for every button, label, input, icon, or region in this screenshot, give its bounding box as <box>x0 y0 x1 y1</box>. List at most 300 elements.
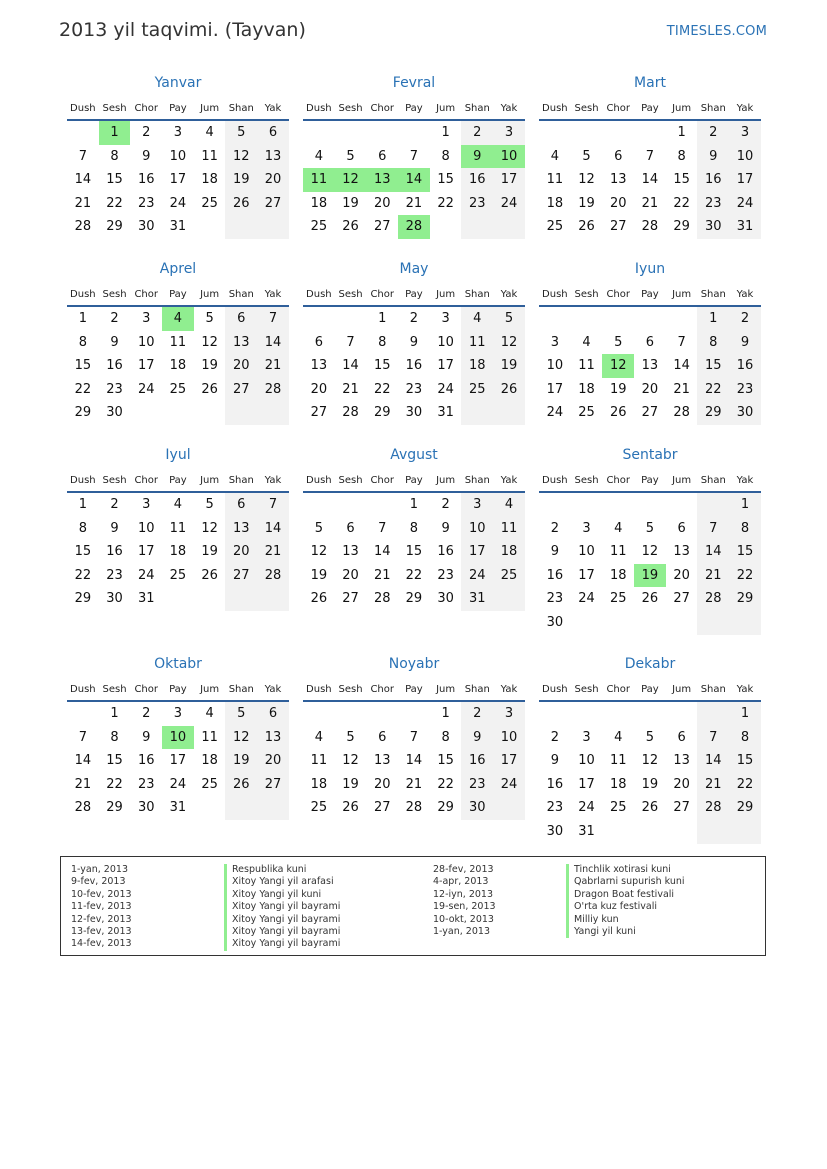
weekend-day: 30 <box>461 796 493 820</box>
weekend-day: 20 <box>225 354 257 378</box>
weekday-label: Yak <box>500 288 518 300</box>
empty-day <box>729 820 761 844</box>
day: 6 <box>378 148 387 164</box>
weekday-label: Pay <box>405 288 423 300</box>
day: 18 <box>169 358 187 374</box>
week-row <box>303 796 525 820</box>
weekend-day: 2 <box>697 121 729 145</box>
holiday-day: 10 <box>162 726 194 750</box>
empty-day <box>571 702 603 726</box>
empty-day <box>194 587 226 611</box>
weekday-label: Sesh <box>338 474 363 486</box>
day: 22 <box>673 195 690 211</box>
empty-day <box>602 121 634 145</box>
weekend-day: 14 <box>257 517 289 541</box>
week-row <box>67 354 289 378</box>
weekend-day: 9 <box>461 726 493 750</box>
day: 15 <box>106 172 123 188</box>
legend-entry: Xitoy Yangi yil bayrami <box>224 901 340 913</box>
day: 27 <box>373 800 391 816</box>
day: 19 <box>641 776 659 792</box>
empty-day <box>729 611 761 635</box>
weekend-day: 13 <box>257 726 289 750</box>
day: 26 <box>342 800 359 816</box>
empty-day <box>225 215 257 239</box>
weekend-day: 9 <box>697 145 729 169</box>
weekday-label: Yak <box>736 288 754 300</box>
day: 13 <box>310 358 328 374</box>
weekday-label: Pay <box>641 683 659 695</box>
day: 7 <box>409 148 419 164</box>
day: 30 <box>405 405 423 421</box>
day: 4 <box>314 148 323 164</box>
day: 26 <box>310 591 328 607</box>
day: 15 <box>74 544 92 560</box>
day: 17 <box>546 381 564 397</box>
day: 16 <box>106 358 123 374</box>
week-row <box>67 378 289 402</box>
weekend-day: 14 <box>697 540 729 564</box>
weekday-label: Shan <box>464 683 490 695</box>
day: 12 <box>342 753 359 769</box>
weekend-day: 31 <box>729 215 761 239</box>
holiday-day: 13 <box>366 168 398 192</box>
weekend-day: 2 <box>729 307 761 331</box>
day: 14 <box>342 358 359 374</box>
legend-entry: Dragon Boat festivali <box>566 889 685 901</box>
legend-entry: Tinchlik xotirasi kuni <box>566 864 685 876</box>
empty-day <box>303 702 335 726</box>
empty-day <box>335 307 367 331</box>
weekend-day: 7 <box>257 493 289 517</box>
weekday-label: Shan <box>700 102 726 114</box>
day: 7 <box>78 148 87 164</box>
day: 9 <box>409 334 419 350</box>
empty-day <box>335 493 367 517</box>
weekend-day: 26 <box>225 773 257 797</box>
day: 3 <box>173 706 183 721</box>
weekday-label: Chor <box>370 288 394 300</box>
weekday-label: Shan <box>464 102 490 114</box>
day: 7 <box>409 729 419 745</box>
week-row <box>303 401 525 425</box>
weekday-label: Chor <box>606 288 630 300</box>
weekend-day: 27 <box>225 564 257 588</box>
weekend-day: 21 <box>697 564 729 588</box>
day: 19 <box>342 776 359 792</box>
day: 20 <box>673 776 690 792</box>
weekend-day: 2 <box>461 121 493 145</box>
weekend-day: 24 <box>493 773 525 797</box>
week-row <box>303 587 525 611</box>
weekend-day: 28 <box>697 796 729 820</box>
day: 23 <box>137 776 155 792</box>
weekend-day: 8 <box>729 517 761 541</box>
day: 4 <box>614 520 623 536</box>
day: 25 <box>310 219 328 235</box>
day: 23 <box>546 800 564 816</box>
day: 22 <box>373 381 391 397</box>
empty-day <box>539 702 571 726</box>
weekend-day: 3 <box>461 493 493 517</box>
weekday-header <box>303 283 525 307</box>
day: 5 <box>645 729 655 745</box>
empty-day <box>666 493 698 517</box>
weekend-day: 6 <box>257 702 289 726</box>
day: 26 <box>609 405 627 421</box>
legend-entry: 9-fev, 2013 <box>71 876 126 888</box>
day: 21 <box>405 776 423 792</box>
day: 14 <box>74 172 92 188</box>
day: 3 <box>142 497 151 512</box>
weekend-day: 2 <box>461 702 493 726</box>
day: 18 <box>201 172 218 188</box>
day: 25 <box>169 567 187 583</box>
weekend-day: 4 <box>493 493 525 517</box>
week-row <box>67 168 289 192</box>
weekend-day: 11 <box>461 331 493 355</box>
weekend-day: 1 <box>729 493 761 517</box>
day: 13 <box>641 358 659 374</box>
empty-day <box>398 702 430 726</box>
day: 11 <box>609 544 627 560</box>
month-yanvar <box>67 73 289 239</box>
weekend-day: 7 <box>257 307 289 331</box>
day: 7 <box>78 729 87 745</box>
weekend-day: 28 <box>257 564 289 588</box>
day: 20 <box>373 776 391 792</box>
day: 21 <box>74 776 92 792</box>
day: 19 <box>201 358 218 374</box>
empty-day <box>634 493 666 517</box>
weekend-day: 6 <box>225 493 257 517</box>
day: 27 <box>310 405 328 421</box>
weekday-label: Pay <box>641 102 659 114</box>
day: 20 <box>373 195 391 211</box>
weekday-label: Jum <box>436 474 456 486</box>
weekend-day: 21 <box>697 773 729 797</box>
page-title: 2013 yil taqvimi. (Tayvan) <box>59 19 306 41</box>
empty-day <box>634 307 666 331</box>
weekday-label: Jum <box>436 683 456 695</box>
week-row <box>539 307 761 331</box>
week-row <box>67 564 289 588</box>
day: 20 <box>342 567 359 583</box>
holiday-day: 12 <box>335 168 367 192</box>
day: 6 <box>378 729 387 745</box>
week-row <box>539 401 761 425</box>
empty-day <box>493 401 525 425</box>
weekday-label: Chor <box>134 288 158 300</box>
empty-day <box>539 307 571 331</box>
day: 5 <box>346 148 355 164</box>
day: 3 <box>142 311 151 326</box>
weekday-label: Pay <box>169 102 187 114</box>
weekend-day: 20 <box>225 540 257 564</box>
weekday-label: Sesh <box>338 288 363 300</box>
day: 29 <box>106 219 123 235</box>
weekend-day: 27 <box>257 773 289 797</box>
day: 29 <box>74 405 92 421</box>
day: 11 <box>201 729 218 745</box>
day: 1 <box>78 311 87 326</box>
weekday-header <box>67 283 289 307</box>
day: 9 <box>550 753 559 769</box>
weekday-label: Shan <box>464 474 490 486</box>
weekend-day: 16 <box>697 168 729 192</box>
day: 2 <box>441 497 450 512</box>
legend-entry: Xitoy Yangi yil bayrami <box>224 926 340 938</box>
day: 22 <box>106 776 123 792</box>
day: 6 <box>645 334 655 350</box>
weekday-label: Chor <box>606 474 630 486</box>
weekend-day: 14 <box>697 749 729 773</box>
day: 17 <box>169 753 187 769</box>
day: 21 <box>373 567 391 583</box>
weekday-label: Sesh <box>574 102 599 114</box>
weekend-day: 17 <box>493 749 525 773</box>
day: 24 <box>137 381 155 397</box>
weekend-day: 17 <box>493 168 525 192</box>
day: 26 <box>201 567 218 583</box>
legend-entry: Milliy kun <box>566 914 685 926</box>
day: 16 <box>546 776 564 792</box>
weekend-day: 23 <box>729 378 761 402</box>
day: 2 <box>110 311 119 326</box>
weekend-day: 12 <box>225 145 257 169</box>
day: 28 <box>342 405 359 421</box>
day: 3 <box>173 125 183 140</box>
week-row <box>303 121 525 145</box>
day: 11 <box>310 753 328 769</box>
weekend-day: 5 <box>225 121 257 145</box>
empty-day <box>366 702 398 726</box>
week-row <box>539 773 761 797</box>
day: 7 <box>378 520 387 536</box>
legend-entry: 1-yan, 2013 <box>433 926 490 938</box>
month-iyun <box>539 259 761 425</box>
weekend-day: 23 <box>461 773 493 797</box>
week-row <box>539 820 761 844</box>
day: 15 <box>405 544 423 560</box>
day: 24 <box>137 567 155 583</box>
day: 30 <box>137 800 155 816</box>
week-row <box>67 121 289 145</box>
weekend-day: 10 <box>493 726 525 750</box>
day: 13 <box>673 544 690 560</box>
day: 29 <box>373 405 391 421</box>
weekend-day: 23 <box>697 192 729 216</box>
weekend-day: 4 <box>461 307 493 331</box>
day: 15 <box>106 753 123 769</box>
day: 12 <box>641 544 659 560</box>
day: 3 <box>582 520 591 536</box>
month-title: Noyabr <box>388 656 440 672</box>
day: 12 <box>578 172 595 188</box>
day: 24 <box>169 776 187 792</box>
empty-day <box>571 307 603 331</box>
day: 11 <box>169 520 187 536</box>
weekday-header <box>303 97 525 121</box>
day: 21 <box>74 195 92 211</box>
week-row <box>303 378 525 402</box>
day: 2 <box>110 497 119 512</box>
weekday-label: Chor <box>134 102 158 114</box>
empty-day <box>493 587 525 611</box>
weekend-day: 20 <box>257 749 289 773</box>
month-mart <box>539 73 761 239</box>
empty-day <box>430 215 462 239</box>
day: 22 <box>405 567 423 583</box>
weekend-day: 17 <box>729 168 761 192</box>
weekday-label: Jum <box>436 288 456 300</box>
day: 24 <box>437 381 454 397</box>
week-row <box>67 749 289 773</box>
weekday-label: Dush <box>306 683 332 695</box>
day: 16 <box>137 172 155 188</box>
day: 27 <box>342 591 359 607</box>
weekday-header <box>539 469 761 493</box>
day: 22 <box>106 195 123 211</box>
day: 24 <box>578 591 595 607</box>
empty-day <box>602 307 634 331</box>
day: 28 <box>74 219 92 235</box>
weekend-day: 29 <box>729 587 761 611</box>
weekend-day: 27 <box>225 378 257 402</box>
day: 29 <box>74 591 92 607</box>
day: 17 <box>578 776 595 792</box>
empty-day <box>257 587 289 611</box>
day: 4 <box>550 148 559 164</box>
day: 24 <box>546 405 564 421</box>
holiday-day: 19 <box>634 564 666 588</box>
day: 6 <box>677 520 686 536</box>
week-row <box>539 145 761 169</box>
week-row <box>303 726 525 750</box>
weekday-label: Pay <box>169 683 187 695</box>
weekend-day: 29 <box>729 796 761 820</box>
day: 7 <box>645 148 655 164</box>
day: 10 <box>169 148 187 164</box>
day: 7 <box>677 334 686 350</box>
week-row <box>303 493 525 517</box>
weekday-label: Dush <box>542 102 568 114</box>
empty-day <box>162 587 194 611</box>
week-row <box>539 702 761 726</box>
week-row <box>539 564 761 588</box>
day: 25 <box>546 219 564 235</box>
weekday-label: Yak <box>264 288 282 300</box>
weekday-label: Yak <box>500 474 518 486</box>
day: 25 <box>169 381 187 397</box>
day: 7 <box>346 334 355 350</box>
weekend-day: 31 <box>461 587 493 611</box>
week-row <box>303 749 525 773</box>
day: 24 <box>578 800 595 816</box>
week-row <box>303 517 525 541</box>
day: 30 <box>546 823 564 839</box>
empty-day <box>225 796 257 820</box>
month-avgust <box>303 445 525 611</box>
week-row <box>67 540 289 564</box>
weekday-header <box>303 469 525 493</box>
day: 18 <box>546 195 564 211</box>
legend-entry: Xitoy Yangi yil bayrami <box>224 914 340 926</box>
day: 26 <box>342 219 359 235</box>
site-link[interactable]: TIMESLES.COM <box>666 24 767 39</box>
weekend-day: 24 <box>729 192 761 216</box>
weekend-day: 17 <box>461 540 493 564</box>
legend-entry: 14-fev, 2013 <box>71 938 132 950</box>
week-row <box>303 331 525 355</box>
legend-entry: O'rta kuz festivali <box>566 901 685 913</box>
month-title: May <box>399 261 429 277</box>
day: 10 <box>546 358 564 374</box>
weekday-label: Dush <box>542 288 568 300</box>
weekend-day: 8 <box>697 331 729 355</box>
day: 31 <box>437 405 454 421</box>
day: 12 <box>310 544 328 560</box>
legend-names-right <box>566 864 685 938</box>
day: 30 <box>546 614 564 630</box>
week-row <box>303 215 525 239</box>
day: 17 <box>437 358 454 374</box>
week-row <box>303 145 525 169</box>
day: 20 <box>310 381 328 397</box>
weekend-day: 21 <box>257 540 289 564</box>
weekend-day: 15 <box>729 540 761 564</box>
day: 22 <box>437 776 454 792</box>
day: 23 <box>546 591 564 607</box>
day: 14 <box>74 753 92 769</box>
weekday-label: Dush <box>70 102 96 114</box>
day: 8 <box>441 148 450 164</box>
weekend-day: 3 <box>493 121 525 145</box>
empty-day <box>398 121 430 145</box>
weekday-label: Pay <box>405 683 423 695</box>
weekend-day: 18 <box>461 354 493 378</box>
day: 9 <box>441 520 450 536</box>
weekend-day: 20 <box>257 168 289 192</box>
week-row <box>67 145 289 169</box>
empty-day <box>225 401 257 425</box>
week-row <box>67 587 289 611</box>
day: 25 <box>609 800 627 816</box>
day: 3 <box>550 334 559 350</box>
weekend-day: 10 <box>729 145 761 169</box>
day: 31 <box>137 591 155 607</box>
weekday-label: Yak <box>736 474 754 486</box>
weekend-day: 13 <box>225 517 257 541</box>
day: 26 <box>201 381 218 397</box>
empty-day <box>602 820 634 844</box>
weekday-header <box>67 678 289 702</box>
week-row <box>67 726 289 750</box>
week-row <box>539 192 761 216</box>
day: 5 <box>645 520 655 536</box>
day: 19 <box>342 195 359 211</box>
holiday-day: 1 <box>99 121 131 145</box>
weekday-label: Yak <box>264 683 282 695</box>
weekday-header <box>539 283 761 307</box>
legend-entry: Yangi yil kuni <box>566 926 685 938</box>
weekend-day: 25 <box>493 564 525 588</box>
empty-day <box>257 796 289 820</box>
weekend-day: 8 <box>729 726 761 750</box>
weekday-label: Shan <box>700 683 726 695</box>
week-row <box>539 517 761 541</box>
empty-day <box>303 493 335 517</box>
